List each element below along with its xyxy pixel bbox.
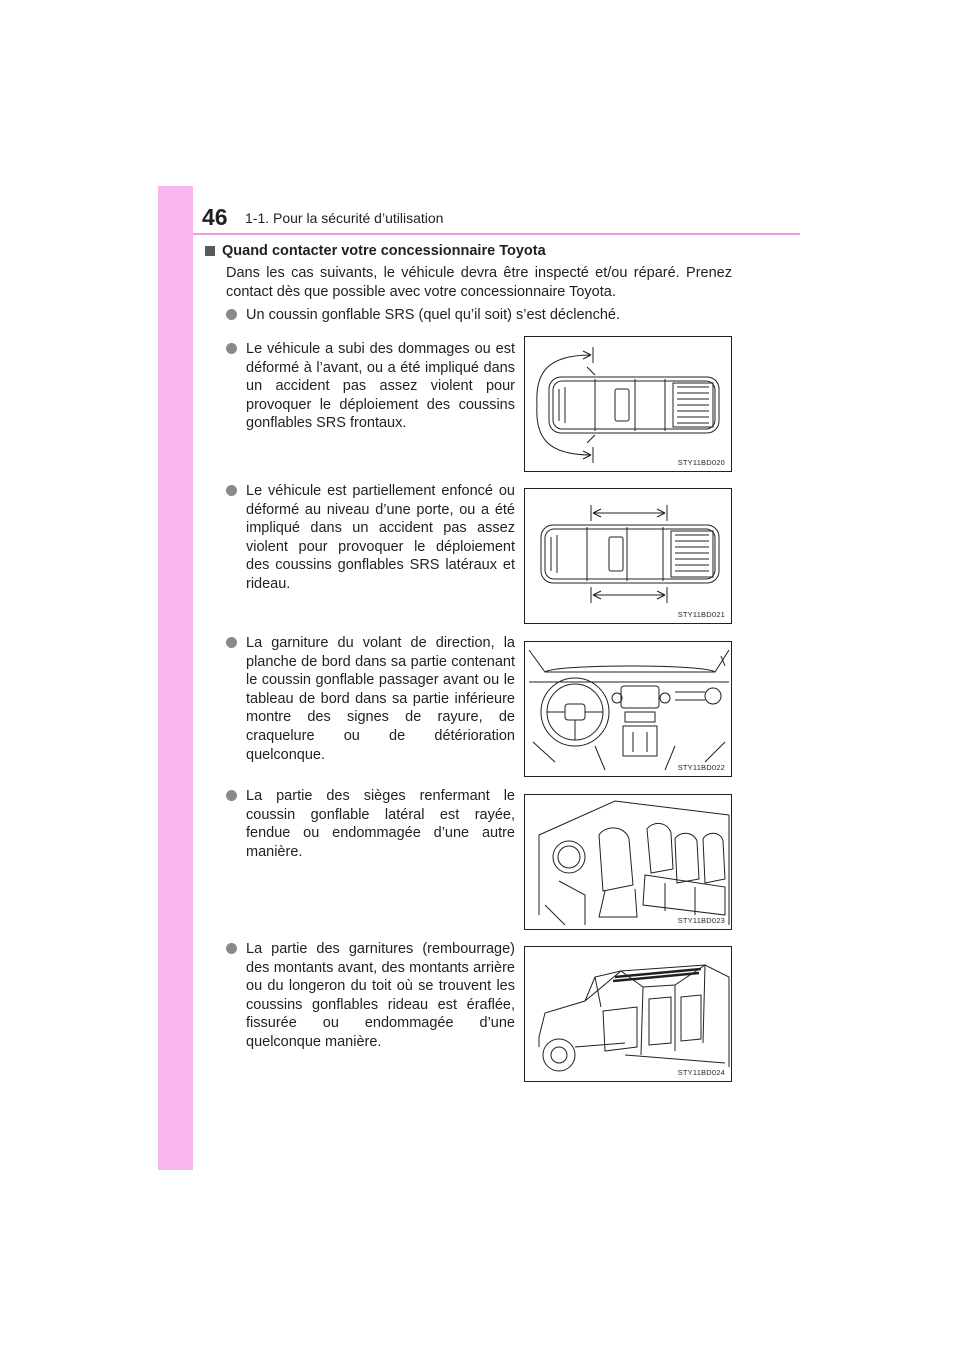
cabin-pillars-illustration [525,947,733,1083]
bullet-icon [226,309,237,320]
truck-top-front-damage-illustration [525,337,733,473]
bullet-icon [226,343,237,354]
bullet-icon [226,485,237,496]
figure-code: STY11BD023 [677,916,725,925]
subsection-heading-text: Quand contacter votre concessionnaire Toyota [222,243,546,259]
figure-code: STY11BD020 [677,458,725,467]
section-title: 1-1. Pour la sécurité d’utilisation [245,210,444,226]
list-item-text: La partie des sièges renfermant le coussin gonflable latéral est rayée, fendue ou endommagée d’une autre manière. [246,788,515,860]
figure-truck-front [524,336,732,472]
figure-dashboard [524,641,732,777]
list-item-text: La garniture du volant de direction, la planche de bord dans sa partie contenant le coussin gonflable passager avant ou le tableau de bord dans sa partie inférieure montre des signes de rayure, de craquelure ou de détérioration quelconque. [246,635,515,763]
figure-code: STY11BD022 [677,763,725,772]
intro-paragraph: Dans les cas suivants, le véhicule devra être inspecté et/ou réparé. Prenez contact dès que possible avec votre concessionnaire Toyota. [226,265,732,300]
figure-truck-side [524,488,732,624]
list-item-text: Un coussin gonflable SRS (quel qu’il soit) s’est déclenché. [246,307,620,323]
figure-code: STY11BD024 [677,1068,725,1077]
bullet-icon [226,943,237,954]
square-bullet-icon [205,246,215,256]
figure-code: STY11BD021 [677,610,725,619]
dashboard-illustration [525,642,733,778]
figure-seats [524,794,732,930]
header-rule [193,233,800,235]
subsection-heading [205,243,546,259]
chapter-margin-bar [158,186,193,1170]
figure-cabin-pillars [524,946,732,1082]
list-item-text: Le véhicule est partiellement enfoncé ou déformé au niveau d’une porte, ou a été impliqué dans un accident pas assez violent pour provoquer le déploiement des coussins gonflables SRS latéraux et rideau. [246,483,515,592]
list-item-text: Le véhicule a subi des dommages ou est déformé à l’avant, ou a été impliqué dans un accident pas assez violent pour provoquer le déploiement des coussins gonflables SRS frontaux. [246,341,515,432]
truck-top-side-damage-illustration [525,489,733,625]
bullet-icon [226,637,237,648]
list-item-text: La partie des garnitures (rembourrage) des montants avant, des montants arrière ou du longeron du toit où se trouvent les coussins gonflables rideau est éraflée, fissurée ou endommagée d’une quelconque manière. [246,941,515,1050]
page-number: 46 [202,204,228,230]
seats-illustration [525,795,733,931]
bullet-icon [226,790,237,801]
